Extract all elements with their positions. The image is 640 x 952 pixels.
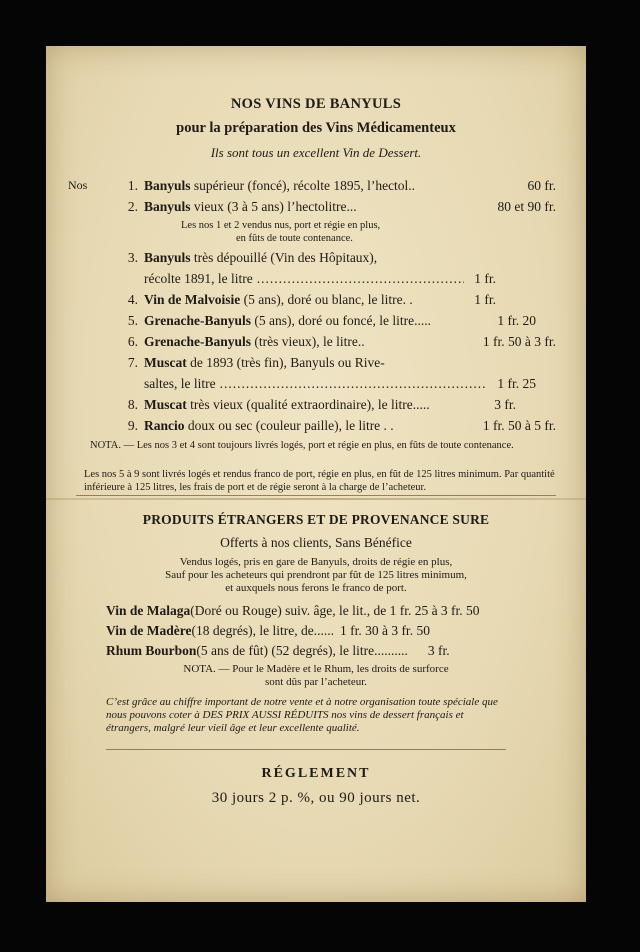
nota-3-4: NOTA. — Les nos 3 et 4 sont toujours livrés logés, port et régie en plus, en fûts de toute contenance. [90,440,514,451]
leader-dots [220,376,488,392]
foreign-cond-line3: et auxquels nous ferons le franco de port. [225,582,407,594]
foreign-nota-line1: NOTA. — Pour le Madère et le Rhum, les droits de surforce [183,663,449,675]
foreign-nota-line2: sont dûs par l’acheteur. [264,676,368,688]
wine-row: 9. Rancio doux ou sec (couleur paille), le litre . . 1 fr. 50 à 5 fr. [127,418,556,433]
foreign-item: Vin de Malaga (Doré ou Rouge) suiv. âge, le lit., de 1 fr. 25 à 3 fr. 50 [106,603,480,618]
note-5-9: Les nos 5 à 9 sont livrés logés et rendus franco de port, régie en plus, en fût de 125 litres minimum. Par quantité inférieure à 125 litres, les frais de port et de régie seront à la charge de l’acheteur. [84,469,555,493]
wine-row: 7. Muscat de 1893 (très fin), Banyuls ou Rive- [127,355,385,370]
wine-row: 4. Vin de Malvoisie (5 ans), doré ou blanc, le litre. . 1 fr. [127,292,496,307]
document-subtitle: pour la préparation des Vins Médicamenteux [176,120,456,136]
foreign-cond-line2: Sauf pour les acheteurs qui prendront par fût de 125 litres minimum, [165,569,467,581]
wine-row: 6. Grenache-Banyuls (très vieux), le litre.. 1 fr. 50 à 3 fr. [127,334,556,349]
reglement-terms: 30 jours 2 p. %, ou 90 jours net. [211,790,421,806]
reglement-title: RÉGLEMENT [261,766,371,781]
wine-row: saltes, le litre ..... 1 fr. 25 [114,376,556,392]
divider [106,749,506,750]
wine-row: récolte 1891, le litre ..... 1 fr. [114,271,556,287]
wine-row: 1. Banyuls supérieur (foncé), récolte 1895, l’hectol.. 60 fr. [127,178,556,193]
foreign-offer: Offerts à nos clients, Sans Bénéfice [220,535,412,550]
foreign-cond-line1: Vendus logés, pris en gare de Banyuls, droits de régie en plus, [179,556,453,568]
wine-row: 2. Banyuls vieux (3 à 5 ans) l’hectolitre... 80 et 90 fr. [127,199,556,214]
note-1-2-line1: Les nos 1 et 2 vendus nus, port et régie en plus, [181,220,381,231]
leader-dots [257,271,465,287]
numbers-prefix: Nos [68,178,88,192]
foreign-item: Rhum Bourbon (5 ans de fût) (52 degrés), le litre.......... 3 fr. [106,643,450,658]
foreign-item: Vin de Madère (18 degrés), le litre, de...... 1 fr. 30 à 3 fr. 50 [106,623,430,638]
document-page [46,46,586,902]
closing-paragraph: C’est grâce au chiffre important de notre vente et à notre organisation toute spéciale que nous pouvons coter à DES PRIX AUSSI RÉDUITS nos vins de dessert français et étrangers, malgré leur vieil âge et leur excellente qualité. [106,696,498,734]
wine-row: 8. Muscat très vieux (qualité extraordinaire), le litre..... 3 fr. [127,397,516,412]
foreign-title: PRODUITS ÉTRANGERS ET DE PROVENANCE SURE [142,512,490,527]
fold-crease [46,498,586,500]
divider [76,495,556,496]
document-tagline: Ils sont tous un excellent Vin de Dessert. [210,145,422,160]
wine-row: 3. Banyuls très dépouillé (Vin des Hôpitaux), [127,250,378,265]
note-1-2-line2: en fûts de toute contenance. [236,233,353,244]
document-title: NOS VINS DE BANYULS [230,96,402,112]
wine-row: 5. Grenache-Banyuls (5 ans), doré ou foncé, le litre..... 1 fr. 20 [127,313,536,328]
